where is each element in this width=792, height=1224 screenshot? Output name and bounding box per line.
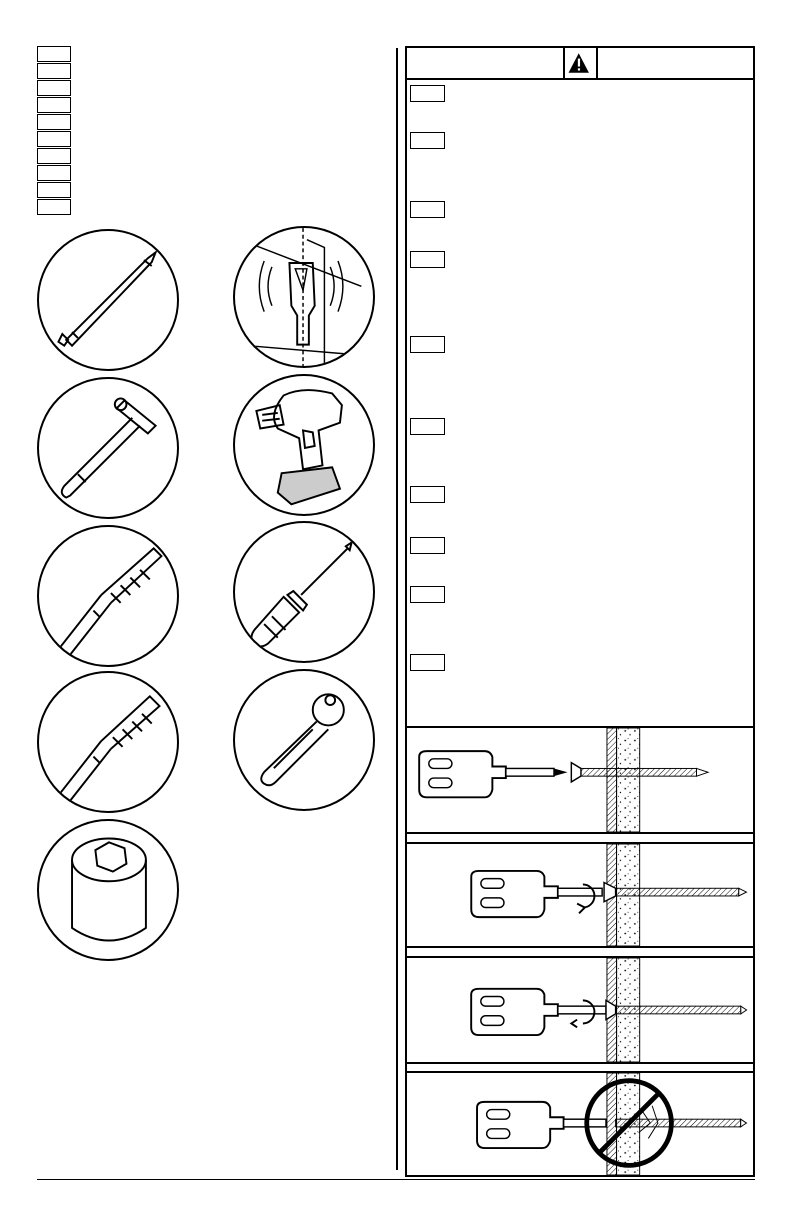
language-code-box (37, 182, 71, 198)
warning-icon-box (563, 46, 598, 80)
language-code-box (37, 80, 71, 96)
screw-tighten-diagram (405, 842, 755, 948)
hex-socket-icon (37, 819, 179, 961)
step-label-box (410, 486, 445, 503)
warning-triangle-icon (565, 46, 596, 80)
phillips-screwdriver-icon (233, 521, 375, 663)
language-code-box (37, 199, 71, 215)
step-label-box (410, 586, 445, 603)
masonry-drill-bit-icon (37, 671, 179, 813)
step-label-box (410, 336, 445, 353)
step-label-box (410, 201, 445, 218)
hammer-icon (37, 377, 179, 519)
language-code-box (37, 63, 71, 79)
drill-bit-icon (37, 525, 179, 667)
screw-insert-diagram (405, 726, 755, 834)
step-label-box (410, 251, 445, 268)
step-label-box (410, 132, 445, 149)
step-label-box (410, 537, 445, 554)
power-drill-icon (233, 374, 375, 516)
step-label-box (410, 654, 445, 671)
socket-wrench-icon (233, 669, 375, 811)
screw-snug-diagram (405, 956, 755, 1064)
screw-overtighten-prohibited-diagram (405, 1071, 755, 1177)
step-label-box (410, 418, 445, 435)
pencil-icon (37, 229, 179, 371)
language-code-box (37, 46, 71, 62)
column-divider (396, 48, 398, 1170)
step-label-box (410, 85, 445, 102)
footer-rule (37, 1179, 755, 1180)
language-code-box (37, 165, 71, 181)
language-code-box (37, 114, 71, 130)
language-code-box (37, 97, 71, 113)
language-code-box (37, 148, 71, 164)
language-code-box (37, 131, 71, 147)
stud-finder-icon (233, 226, 375, 368)
